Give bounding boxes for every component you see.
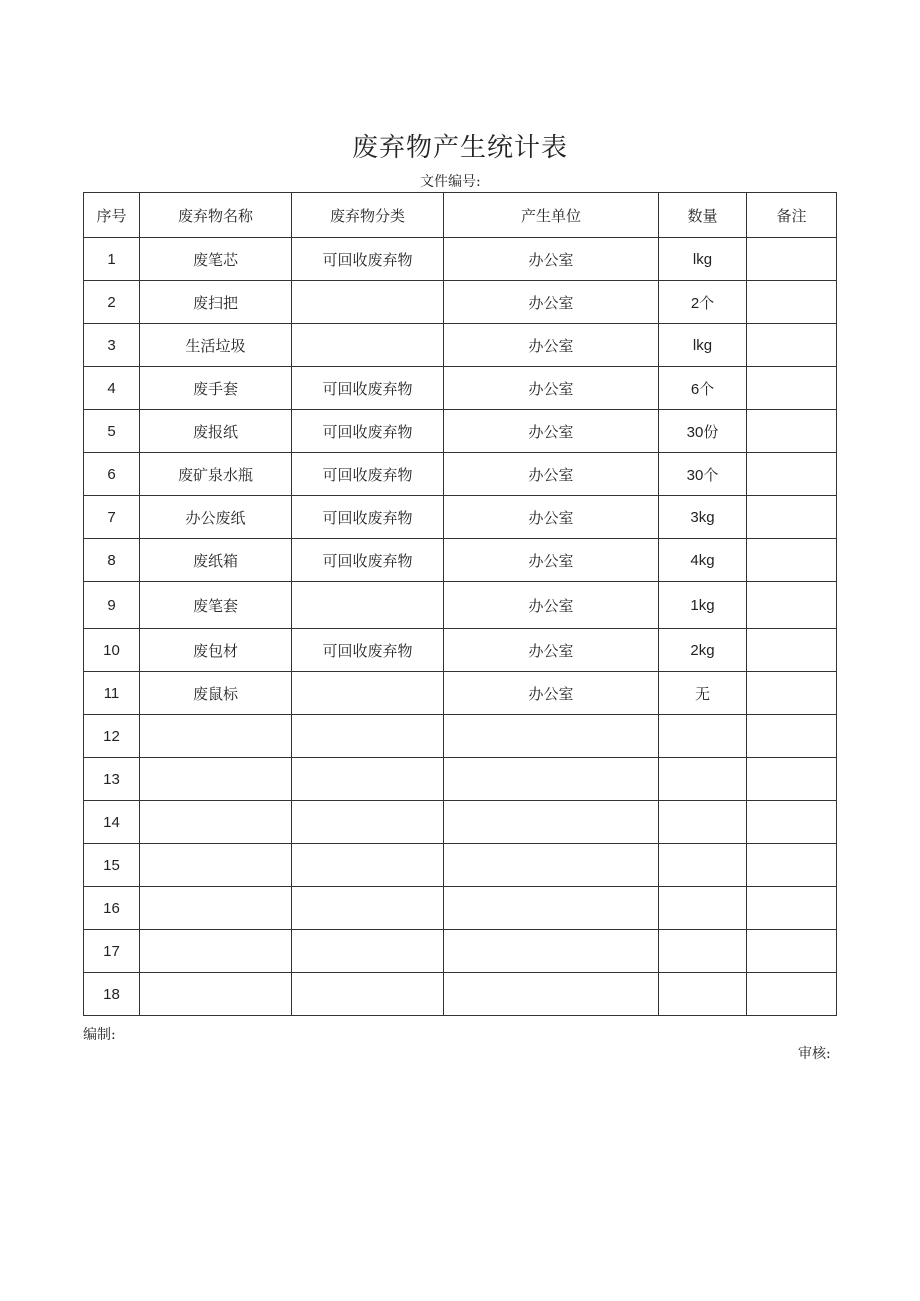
cell-waste-name: 废矿泉水瓶	[140, 453, 292, 496]
cell-waste-name: 生活垃圾	[140, 324, 292, 367]
cell-remarks	[747, 758, 837, 801]
header-waste-name: 废弃物名称	[140, 193, 292, 238]
cell-producing-unit: 办公室	[444, 629, 659, 672]
cell-serial-number: 8	[84, 539, 140, 582]
reviewed-by-label: 审核:	[798, 1046, 831, 1062]
cell-waste-name	[140, 758, 292, 801]
cell-remarks	[747, 410, 837, 453]
cell-quantity	[659, 844, 747, 887]
table-row	[84, 281, 837, 324]
cell-waste-name: 废笔套	[140, 582, 292, 629]
cell-quantity	[659, 715, 747, 758]
cell-serial-number: 15	[84, 844, 140, 887]
cell-waste-name: 废鼠标	[140, 672, 292, 715]
table-row	[84, 324, 837, 367]
header-quantity: 数量	[659, 193, 747, 238]
cell-waste-category	[292, 887, 444, 930]
table-row	[84, 582, 837, 629]
cell-serial-number: 9	[84, 582, 140, 629]
cell-quantity: 6个	[659, 367, 747, 410]
cell-serial-number: 3	[84, 324, 140, 367]
table-row	[84, 844, 837, 887]
cell-waste-category: 可回收废弃物	[292, 410, 444, 453]
cell-quantity: 30个	[659, 453, 747, 496]
cell-producing-unit: 办公室	[444, 324, 659, 367]
cell-waste-name	[140, 887, 292, 930]
header-remarks: 备注	[747, 193, 837, 238]
cell-serial-number: 16	[84, 887, 140, 930]
cell-waste-category	[292, 281, 444, 324]
cell-waste-name: 废扫把	[140, 281, 292, 324]
cell-quantity: lkg	[659, 324, 747, 367]
cell-waste-category	[292, 582, 444, 629]
document-title: 废弃物产生统计表	[351, 133, 568, 163]
cell-producing-unit	[444, 758, 659, 801]
cell-producing-unit: 办公室	[444, 238, 659, 281]
cell-waste-category	[292, 973, 444, 1016]
cell-waste-name	[140, 973, 292, 1016]
table-header-row	[84, 193, 837, 238]
cell-producing-unit	[444, 973, 659, 1016]
cell-remarks	[747, 973, 837, 1016]
cell-remarks	[747, 238, 837, 281]
cell-serial-number: 5	[84, 410, 140, 453]
cell-waste-name	[140, 801, 292, 844]
cell-serial-number: 6	[84, 453, 140, 496]
cell-producing-unit: 办公室	[444, 582, 659, 629]
cell-quantity: 无	[659, 672, 747, 715]
cell-waste-category: 可回收废弃物	[292, 539, 444, 582]
cell-producing-unit: 办公室	[444, 281, 659, 324]
cell-quantity: 1kg	[659, 582, 747, 629]
cell-quantity	[659, 887, 747, 930]
compiled-by-label: 编制:	[83, 1027, 116, 1043]
cell-waste-category: 可回收废弃物	[292, 238, 444, 281]
cell-quantity	[659, 973, 747, 1016]
cell-serial-number: 10	[84, 629, 140, 672]
cell-serial-number: 11	[84, 672, 140, 715]
cell-quantity	[659, 930, 747, 973]
cell-waste-name: 废笔芯	[140, 238, 292, 281]
cell-producing-unit	[444, 844, 659, 887]
cell-waste-category	[292, 801, 444, 844]
cell-remarks	[747, 715, 837, 758]
cell-waste-category: 可回收废弃物	[292, 629, 444, 672]
cell-waste-name	[140, 715, 292, 758]
cell-remarks	[747, 496, 837, 539]
cell-serial-number: 4	[84, 367, 140, 410]
cell-waste-category	[292, 715, 444, 758]
table-row	[84, 453, 837, 496]
cell-quantity	[659, 801, 747, 844]
table-row	[84, 758, 837, 801]
cell-producing-unit	[444, 930, 659, 973]
cell-serial-number: 18	[84, 973, 140, 1016]
cell-remarks	[747, 801, 837, 844]
cell-waste-name: 废包材	[140, 629, 292, 672]
header-serial-number: 序号	[84, 193, 140, 238]
cell-producing-unit: 办公室	[444, 410, 659, 453]
cell-waste-category	[292, 758, 444, 801]
cell-quantity	[659, 758, 747, 801]
cell-quantity: 2个	[659, 281, 747, 324]
table-row	[84, 801, 837, 844]
file-number-label: 文件编号:	[420, 174, 481, 190]
cell-waste-name	[140, 844, 292, 887]
table-row	[84, 973, 837, 1016]
cell-waste-category	[292, 672, 444, 715]
table-row	[84, 930, 837, 973]
table-row	[84, 367, 837, 410]
cell-serial-number: 12	[84, 715, 140, 758]
cell-producing-unit: 办公室	[444, 539, 659, 582]
header-waste-category: 废弃物分类	[292, 193, 444, 238]
cell-waste-name: 废纸箱	[140, 539, 292, 582]
table-row	[84, 887, 837, 930]
cell-waste-category	[292, 844, 444, 887]
table-body	[84, 238, 837, 1016]
cell-producing-unit	[444, 801, 659, 844]
cell-serial-number: 17	[84, 930, 140, 973]
cell-remarks	[747, 844, 837, 887]
waste-statistics-table	[83, 192, 837, 1016]
table-row	[84, 410, 837, 453]
cell-serial-number: 1	[84, 238, 140, 281]
cell-quantity: 30份	[659, 410, 747, 453]
cell-remarks	[747, 539, 837, 582]
header-producing-unit: 产生单位	[444, 193, 659, 238]
cell-producing-unit: 办公室	[444, 453, 659, 496]
cell-remarks	[747, 324, 837, 367]
cell-quantity: lkg	[659, 238, 747, 281]
cell-waste-category: 可回收废弃物	[292, 496, 444, 539]
cell-remarks	[747, 453, 837, 496]
cell-remarks	[747, 367, 837, 410]
cell-waste-category: 可回收废弃物	[292, 367, 444, 410]
cell-waste-category	[292, 324, 444, 367]
cell-quantity: 3kg	[659, 496, 747, 539]
cell-producing-unit: 办公室	[444, 496, 659, 539]
cell-waste-name	[140, 930, 292, 973]
table-row	[84, 539, 837, 582]
cell-waste-category	[292, 930, 444, 973]
cell-waste-category: 可回收废弃物	[292, 453, 444, 496]
cell-waste-name: 办公废纸	[140, 496, 292, 539]
cell-quantity: 2kg	[659, 629, 747, 672]
table-row	[84, 715, 837, 758]
table-row	[84, 672, 837, 715]
cell-waste-name: 废手套	[140, 367, 292, 410]
table-row	[84, 629, 837, 672]
cell-serial-number: 13	[84, 758, 140, 801]
cell-producing-unit: 办公室	[444, 672, 659, 715]
cell-remarks	[747, 582, 837, 629]
table-row	[84, 238, 837, 281]
cell-remarks	[747, 629, 837, 672]
cell-serial-number: 14	[84, 801, 140, 844]
table-row	[84, 496, 837, 539]
cell-remarks	[747, 887, 837, 930]
cell-producing-unit	[444, 715, 659, 758]
cell-producing-unit	[444, 887, 659, 930]
cell-quantity: 4kg	[659, 539, 747, 582]
cell-producing-unit: 办公室	[444, 367, 659, 410]
cell-serial-number: 7	[84, 496, 140, 539]
cell-remarks	[747, 930, 837, 973]
cell-serial-number: 2	[84, 281, 140, 324]
cell-waste-name: 废报纸	[140, 410, 292, 453]
cell-remarks	[747, 281, 837, 324]
cell-remarks	[747, 672, 837, 715]
